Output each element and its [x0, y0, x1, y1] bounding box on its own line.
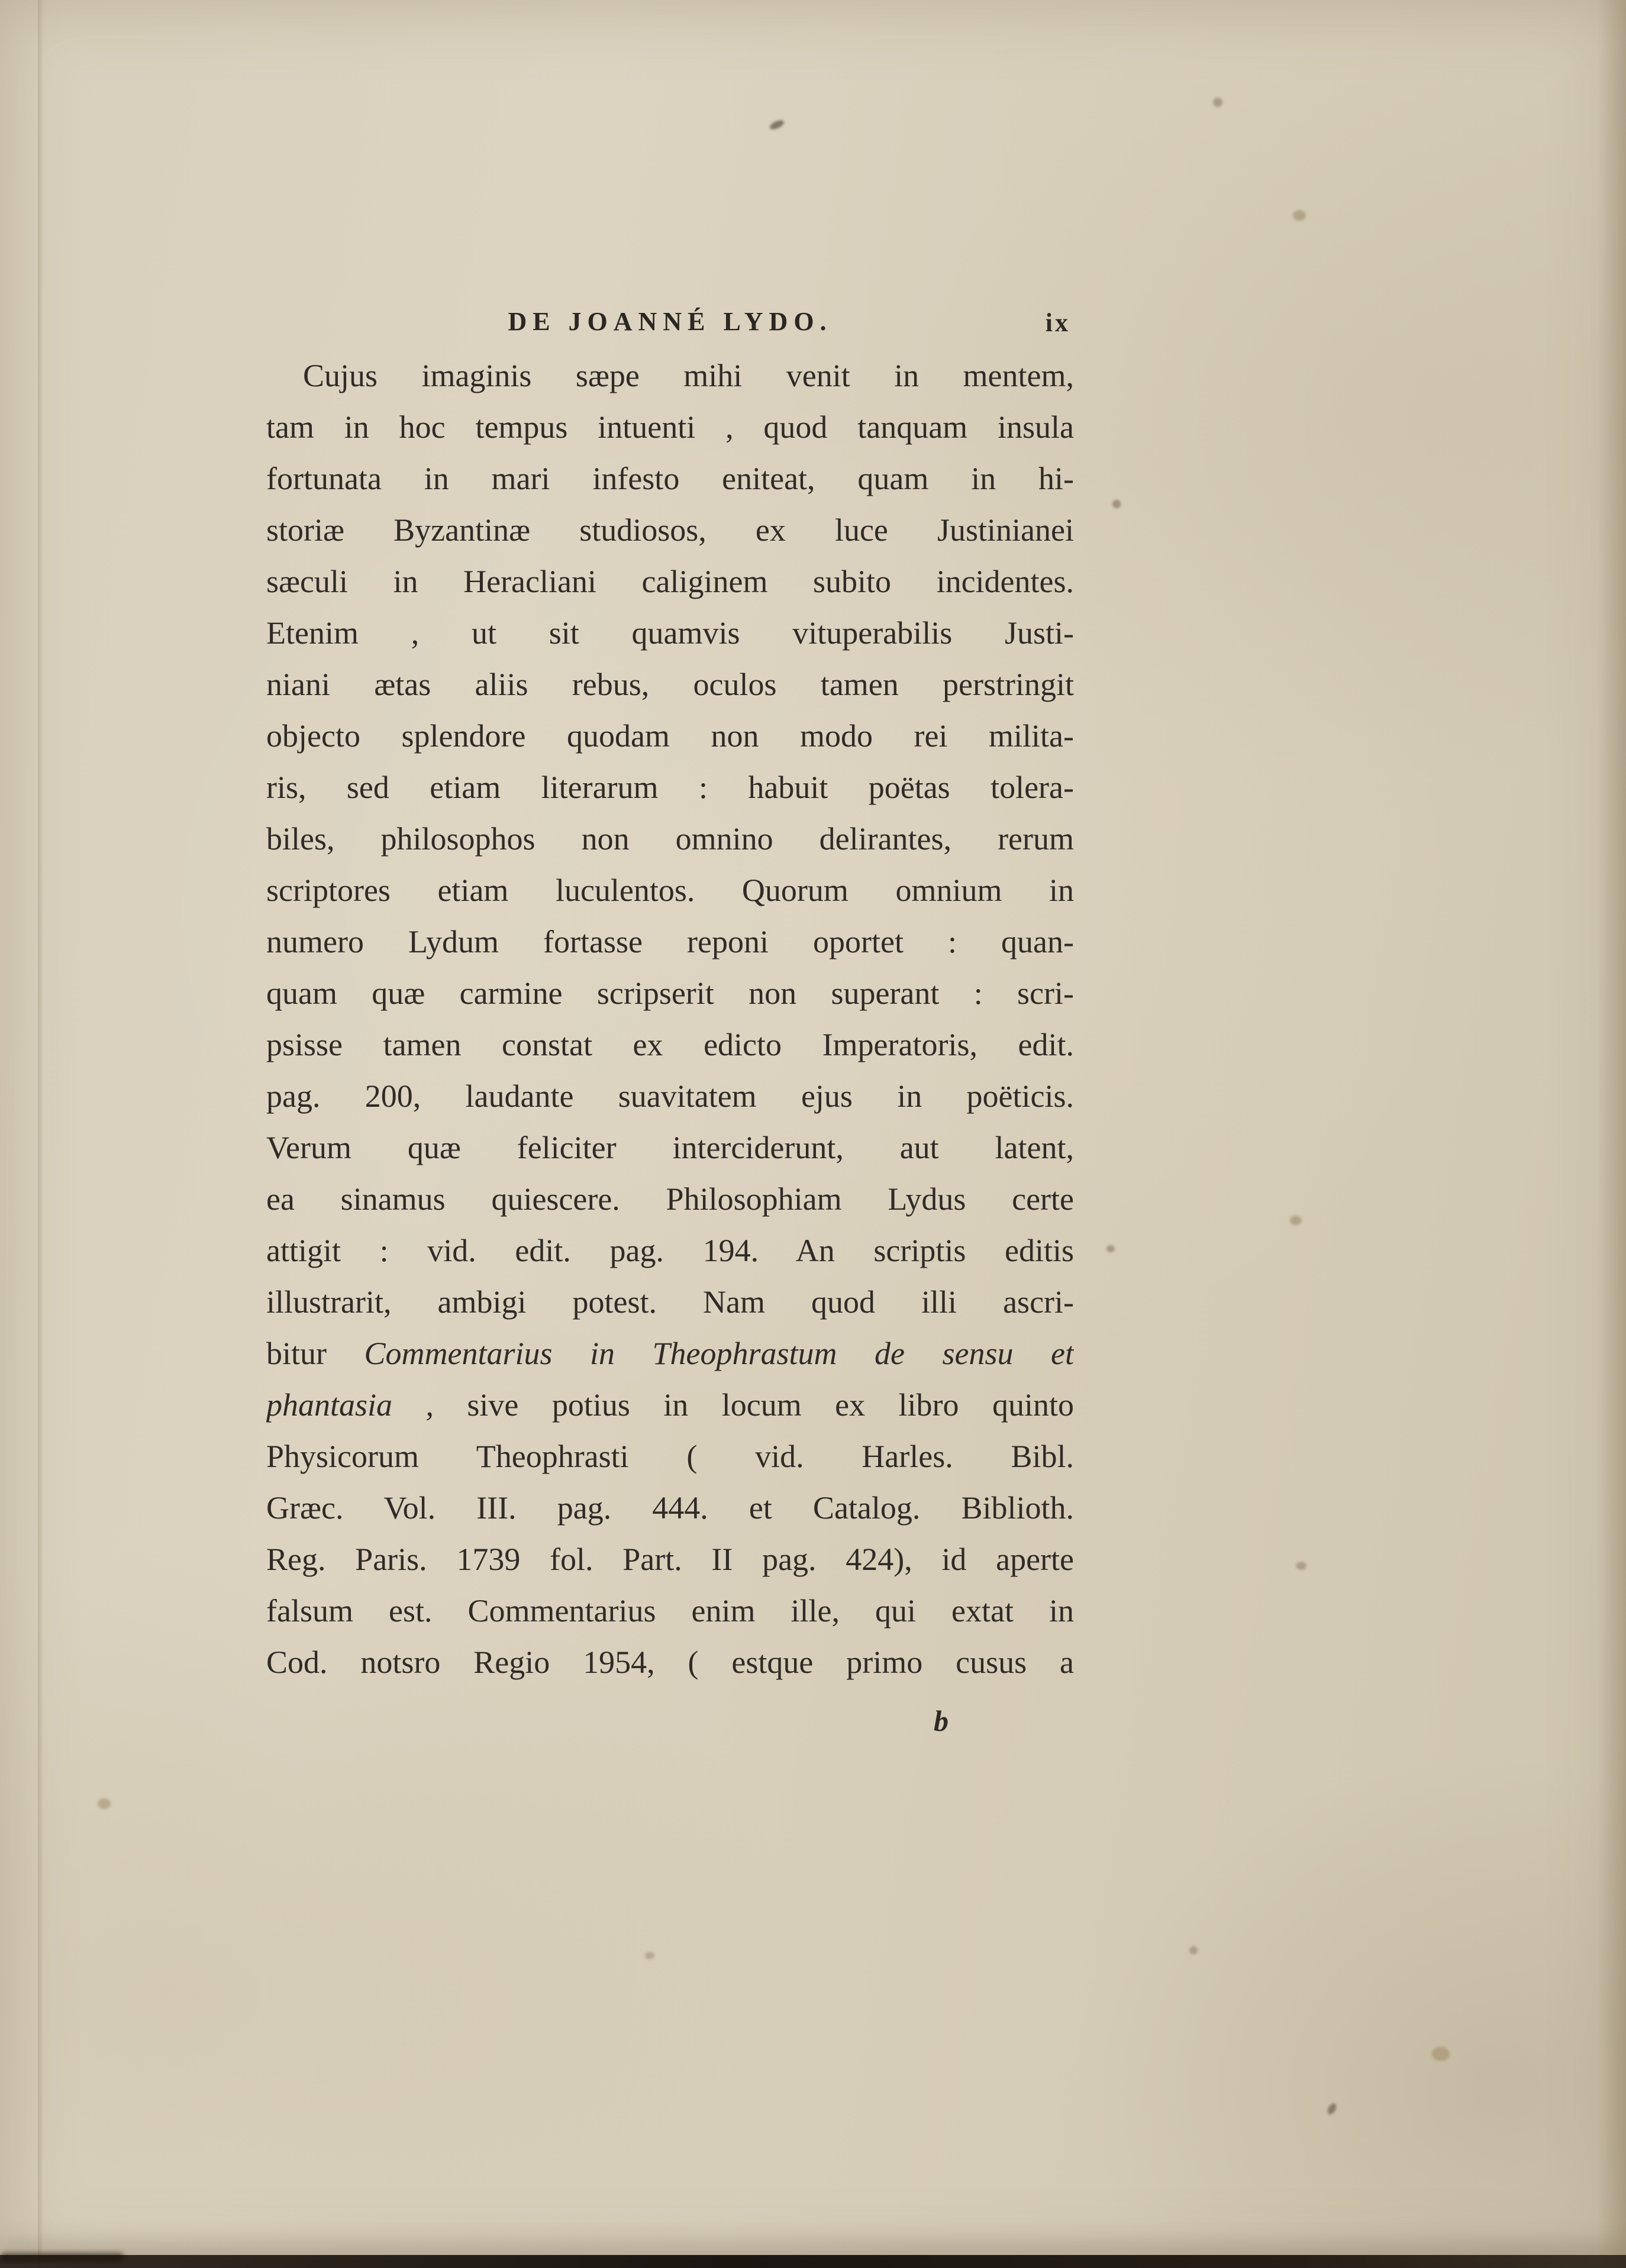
text-line: scriptores etiam luculentos. Quorum omnium in	[266, 873, 1074, 908]
text-line: psisse tamen constat ex edicto Imperatoris, edit.	[266, 1027, 1074, 1062]
stain	[1432, 2047, 1450, 2061]
stain	[1189, 1946, 1198, 1954]
stain	[1106, 1245, 1115, 1252]
text-line: quam quæ carmine scripserit non superant : scri-	[266, 975, 1074, 1011]
stain	[645, 1952, 654, 1959]
text-line: bitur Commentarius in Theophrastum de sensu et	[266, 1336, 1074, 1371]
text-line: falsum est. Commentarius enim ille, qui extat in	[266, 1593, 1074, 1629]
header-title: DE JOANNÉ LYDO.	[508, 307, 833, 336]
page-crease	[38, 0, 44, 2268]
stain	[1293, 210, 1306, 221]
text-line: ea sinamus quiescere. Philosophiam Lydus certe	[266, 1181, 1074, 1217]
text-line: biles, philosophos non omnino delirantes, rerum	[266, 821, 1074, 857]
page-edge-shadow	[1598, 0, 1626, 2268]
signature-mark: b	[934, 1704, 948, 1737]
body-text	[266, 350, 1074, 1688]
text-line: tam in hoc tempus intuenti , quod tanquam insula	[266, 409, 1074, 445]
stain	[98, 1798, 111, 1809]
text-line: fortunata in mari infesto eniteat, quam in hi-	[266, 461, 1074, 496]
text-line: ris, sed etiam literarum : habuit poëtas tolera-	[266, 770, 1074, 805]
text-line: Græc. Vol. III. pag. 444. et Catalog. Biblioth.	[266, 1490, 1074, 1526]
stain	[1296, 1562, 1306, 1570]
stain	[1112, 500, 1121, 508]
text-line: illustrarit, ambigi potest. Nam quod illi ascri-	[266, 1284, 1074, 1320]
text-line: phantasia , sive potius in locum ex libro quinto	[266, 1387, 1074, 1423]
stain	[1290, 1216, 1302, 1225]
text-line: attigit : vid. edit. pag. 194. An scriptis editis	[266, 1233, 1074, 1268]
text-line: storiæ Byzantinæ studiosos, ex luce Justinianei	[266, 512, 1074, 548]
stain	[1213, 98, 1222, 107]
page-number: ix	[1045, 308, 1070, 337]
text-line: Cod. notsro Regio 1954, ( estque primo cusus a	[266, 1645, 1074, 1680]
text-line: Reg. Paris. 1739 fol. Part. II pag. 424), id aperte	[266, 1542, 1074, 1577]
running-header	[266, 306, 1074, 348]
text-line: objecto splendore quodam non modo rei milita-	[266, 718, 1074, 754]
stain	[769, 118, 786, 131]
text-line: niani ætas aliis rebus, oculos tamen perstringit	[266, 667, 1074, 702]
text-line: Physicorum Theophrasti ( vid. Harles. Bibl.	[266, 1439, 1074, 1474]
scan-edge	[0, 2255, 1626, 2268]
stain	[1326, 2102, 1338, 2115]
text-line: pag. 200, laudante suavitatem ejus in poëticis.	[266, 1078, 1074, 1114]
text-line: Etenim , ut sit quamvis vituperabilis Justi-	[266, 615, 1074, 651]
text-line: numero Lydum fortasse reponi oportet : quan-	[266, 924, 1074, 959]
text-line: Cujus imaginis sæpe mihi venit in mentem,	[303, 358, 1074, 393]
text-line: sæculi in Heracliani caliginem subito incidentes.	[266, 564, 1074, 599]
text-line: Verum quæ feliciter interciderunt, aut latent,	[266, 1130, 1074, 1165]
